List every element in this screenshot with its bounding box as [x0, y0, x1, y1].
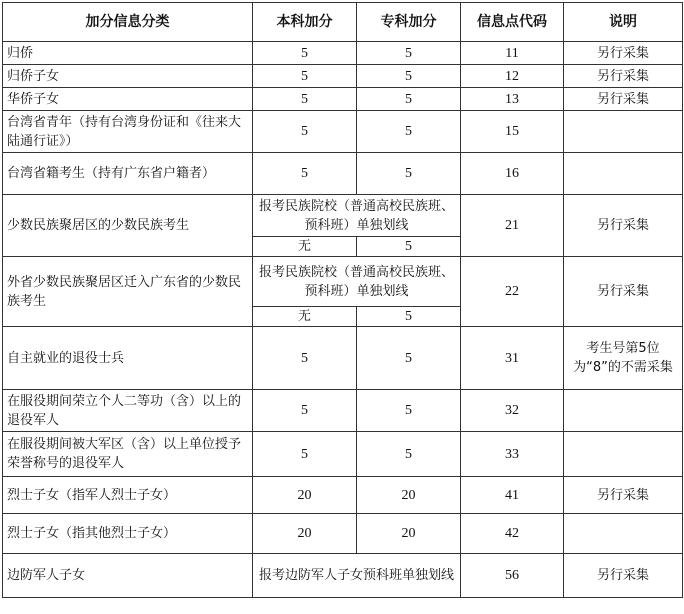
undergrad-cell: 20	[253, 477, 357, 514]
category-cell: 边防军人子女	[3, 554, 253, 598]
junior-cell: 5	[357, 307, 461, 327]
table-row	[3, 327, 683, 390]
category-cell: 少数民族聚居区的少数民族考生	[3, 195, 253, 257]
junior-cell: 5	[357, 237, 461, 257]
code-cell: 33	[461, 432, 564, 477]
table-row	[3, 42, 683, 65]
table-row	[3, 554, 683, 598]
code-cell: 32	[461, 390, 564, 432]
junior-cell: 5	[357, 390, 461, 432]
undergrad-cell: 20	[253, 514, 357, 554]
junior-cell: 5	[357, 65, 461, 88]
table-row	[3, 477, 683, 514]
undergrad-cell: 5	[253, 153, 357, 195]
note-cell	[564, 390, 683, 432]
table-row	[3, 514, 683, 554]
code-cell: 15	[461, 111, 564, 153]
junior-cell: 5	[357, 111, 461, 153]
category-cell: 归侨子女	[3, 65, 253, 88]
code-cell: 41	[461, 477, 564, 514]
merged-bonus-cell: 报考民族院校（普通高校民族班、预科班）单独划线	[253, 257, 461, 307]
header-category: 加分信息分类	[3, 3, 253, 42]
category-cell: 自主就业的退役士兵	[3, 327, 253, 390]
category-cell: 台湾省青年（持有台湾身份证和《往来大陆通行证》）	[3, 111, 253, 153]
header-note: 说明	[564, 3, 683, 42]
undergrad-cell: 5	[253, 390, 357, 432]
note-cell	[564, 153, 683, 195]
junior-cell: 5	[357, 327, 461, 390]
bonus-points-table	[2, 2, 683, 598]
note-cell	[564, 432, 683, 477]
header-undergrad: 本科加分	[253, 3, 357, 42]
category-cell: 在服役期间被大军区（含）以上单位授予荣誉称号的退役军人	[3, 432, 253, 477]
code-cell: 22	[461, 257, 564, 327]
code-cell: 21	[461, 195, 564, 257]
table-row	[3, 65, 683, 88]
junior-cell: 5	[357, 153, 461, 195]
note-cell: 另行采集	[564, 257, 683, 327]
table-row	[3, 195, 683, 237]
junior-cell: 5	[357, 42, 461, 65]
code-cell: 42	[461, 514, 564, 554]
category-cell: 华侨子女	[3, 88, 253, 111]
note-cell	[564, 514, 683, 554]
undergrad-cell: 5	[253, 327, 357, 390]
code-cell: 11	[461, 42, 564, 65]
merged-bonus-cell: 报考民族院校（普通高校民族班、预科班）单独划线	[253, 195, 461, 237]
note-cell: 另行采集	[564, 477, 683, 514]
junior-cell: 5	[357, 88, 461, 111]
category-cell: 烈士子女（指军人烈士子女）	[3, 477, 253, 514]
code-cell: 12	[461, 65, 564, 88]
code-cell: 13	[461, 88, 564, 111]
junior-cell: 5	[357, 432, 461, 477]
category-cell: 外省少数民族聚居区迁入广东省的少数民族考生	[3, 257, 253, 327]
undergrad-cell: 5	[253, 88, 357, 111]
header-row	[3, 3, 683, 42]
header-code: 信息点代码	[461, 3, 564, 42]
header-junior: 专科加分	[357, 3, 461, 42]
note-cell: 另行采集	[564, 65, 683, 88]
junior-cell: 20	[357, 514, 461, 554]
undergrad-cell: 无	[253, 237, 357, 257]
category-cell: 台湾省籍考生（持有广东省户籍者）	[3, 153, 253, 195]
code-cell: 16	[461, 153, 564, 195]
table-row	[3, 153, 683, 195]
undergrad-cell: 无	[253, 307, 357, 327]
note-cell: 另行采集	[564, 554, 683, 598]
table-row	[3, 432, 683, 477]
note-cell: 另行采集	[564, 195, 683, 257]
table-row	[3, 390, 683, 432]
table-row	[3, 88, 683, 111]
merged-bonus-cell: 报考边防军人子女预科班单独划线	[253, 554, 461, 598]
table-row	[3, 257, 683, 307]
category-cell: 烈士子女（指其他烈士子女）	[3, 514, 253, 554]
note-cell	[564, 111, 683, 153]
note-cell: 考生号第5位为“8”的不需采集	[564, 327, 683, 390]
code-cell: 31	[461, 327, 564, 390]
undergrad-cell: 5	[253, 65, 357, 88]
code-cell: 56	[461, 554, 564, 598]
category-cell: 在服役期间荣立个人二等功（含）以上的退役军人	[3, 390, 253, 432]
undergrad-cell: 5	[253, 432, 357, 477]
undergrad-cell: 5	[253, 111, 357, 153]
category-cell: 归侨	[3, 42, 253, 65]
note-cell: 另行采集	[564, 88, 683, 111]
table-row	[3, 111, 683, 153]
undergrad-cell: 5	[253, 42, 357, 65]
junior-cell: 20	[357, 477, 461, 514]
note-cell: 另行采集	[564, 42, 683, 65]
